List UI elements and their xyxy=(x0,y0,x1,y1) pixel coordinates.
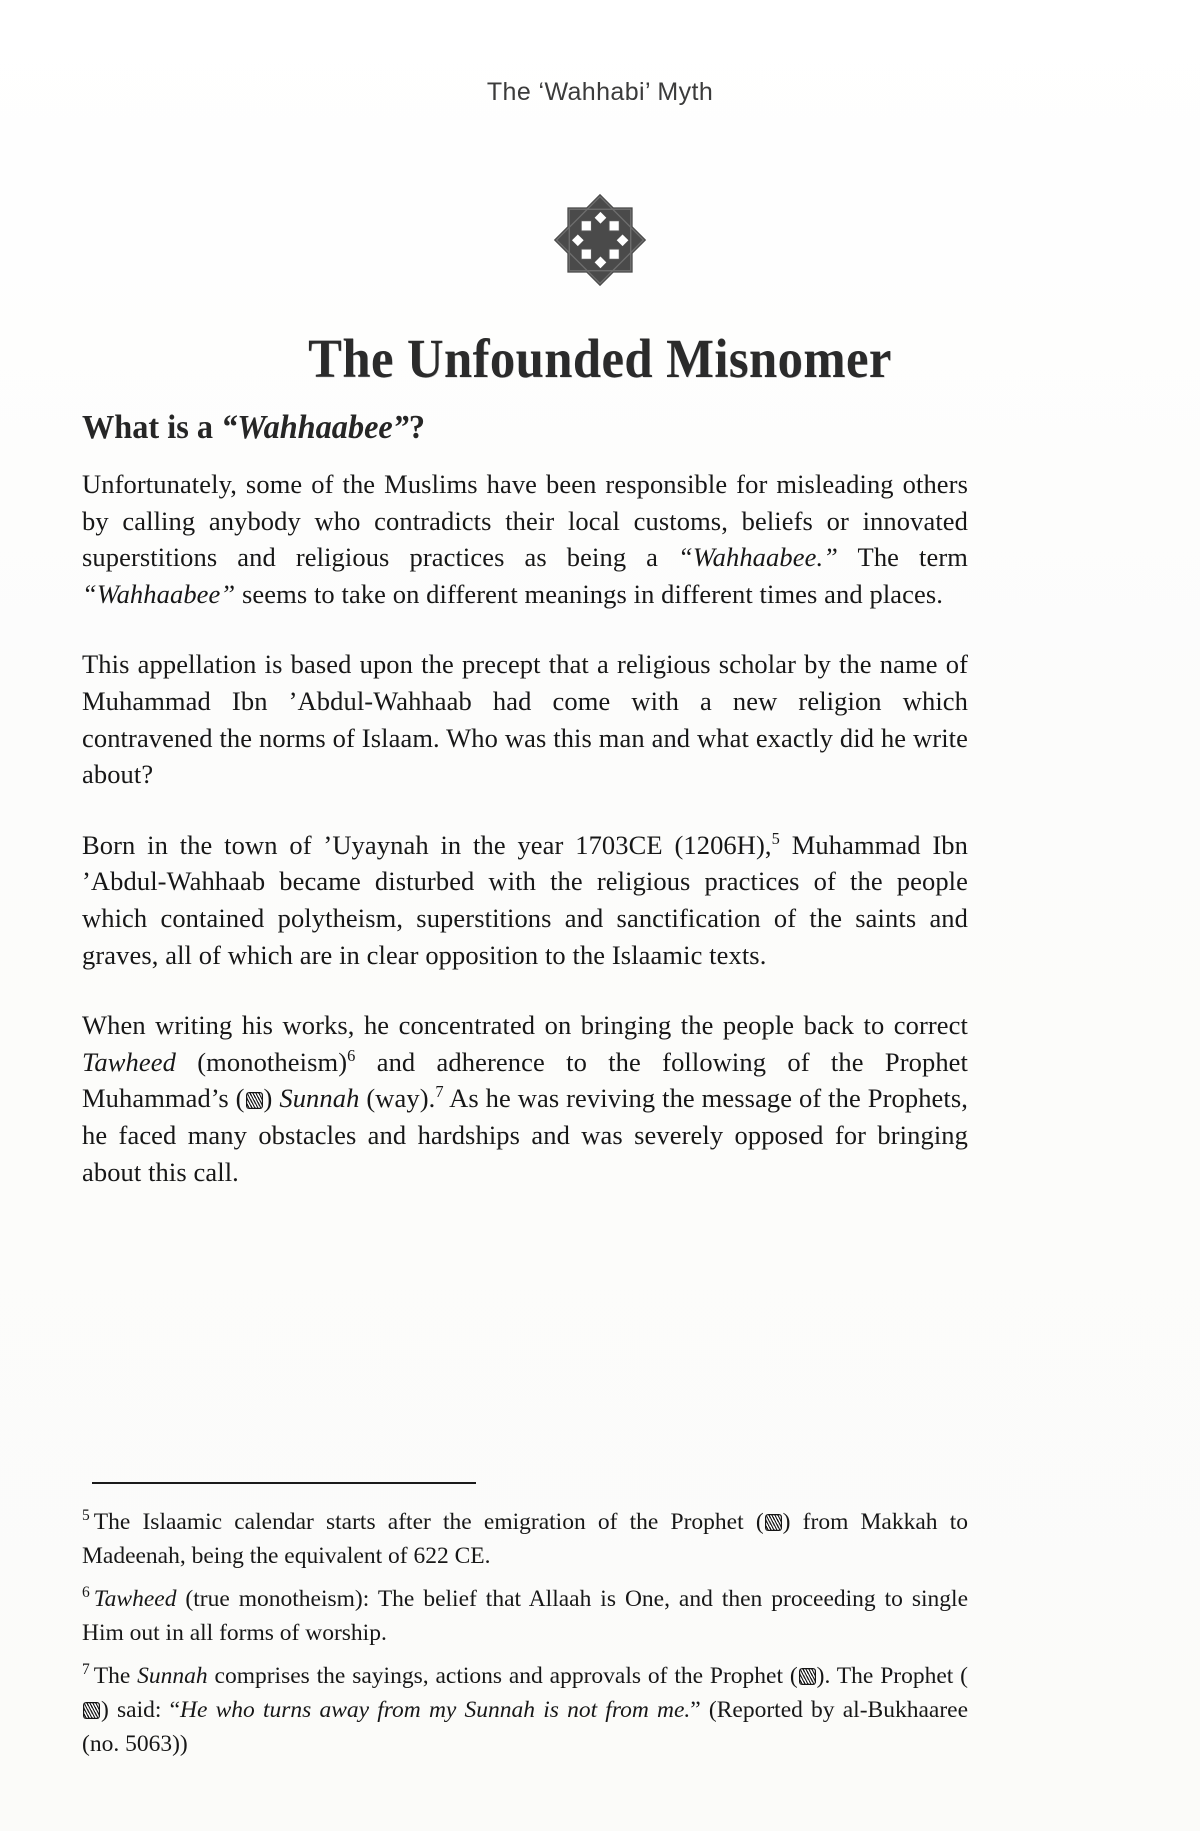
subheading-prefix: What is a xyxy=(82,409,222,447)
running-head: The ‘Wahhabi’ Myth xyxy=(486,78,714,106)
salawat-seal-icon xyxy=(799,1668,816,1685)
page-title: The Unfounded Misnomer xyxy=(308,327,892,389)
eight-pointed-star-ornament xyxy=(552,192,648,288)
paragraph: Unfortunately, some of the Muslims have been responsible for misleading others by calling anybody who contradicts their local customs, beliefs or innovated superstitions and religious practices as being a “Wahhaabee.” The term “Wahhaabee” seems to take on different meanings in different times and places. xyxy=(82,469,968,609)
footnote: $^6$ Tawheed (true monotheism): The belief that Allaah is One, and then proceeding to single Him out in all forms of worship. xyxy=(82,1584,968,1646)
salawat-seal-icon xyxy=(765,1514,782,1531)
subheading-term: “Wahhaabee” xyxy=(221,409,409,447)
emphasis-text: Tawheed xyxy=(93,1586,177,1612)
emphasis-text: “Wahhaabee.” xyxy=(678,542,839,573)
paragraph: This appellation is based upon the precept that a religious scholar by the name of Muhammad Ibn ’Abdul-Wahhaab had come with a new religion which contravened the norms of Islaam. Who was this man and what exactly did he write about? xyxy=(82,649,968,790)
footnote-marker: 6 xyxy=(82,1584,90,1602)
emphasis-text: Tawheed xyxy=(82,1046,176,1077)
footnote-reference: 6 xyxy=(347,1045,356,1065)
paragraph: When writing his works, he concentrated on bringing the people back to correct Tawheed (monotheism)$^6$ and adherence to the following of the Prophet Muhammad’s ( ) Sunnah (way).$^7$ As he was reviving the message of the Prophets, he faced many obstacles and hardships and was severely opposed for bringing about this call. xyxy=(82,1010,969,1187)
paragraph: Born in the town of ’Uyaynah in the year 1703CE (1206H),$^5$ Muhammad Ibn ’Abdul-Wahhaab became disturbed with the religious practices of the people which contained polytheism, superstitions and sanctification of the saints and graves, all of which are in clear opposition to the Islaamic texts. xyxy=(82,828,969,970)
footnotes-block xyxy=(82,1505,968,1761)
salawat-seal-icon xyxy=(246,1092,263,1109)
section-subheading xyxy=(82,409,1032,447)
emphasis-text: He who turns away from my Sunnah is not from me. xyxy=(180,1697,691,1723)
body-text xyxy=(82,466,968,1190)
footnote: $^5$ The Islaamic calendar starts after the emigration of the Prophet ( ) from Makkah to Madeenah, being the equivalent of 622 CE. xyxy=(82,1507,968,1569)
footnote-marker: 7 xyxy=(82,1661,90,1679)
emphasis-text: Sunnah xyxy=(279,1083,360,1114)
footnote-separator-rule xyxy=(92,1482,476,1484)
footnote-marker: 5 xyxy=(82,1507,90,1525)
emphasis-text: Sunnah xyxy=(137,1663,208,1689)
emphasis-text: “Wahhaabee” xyxy=(82,578,236,609)
salawat-seal-icon xyxy=(83,1702,100,1719)
footnote: $^7$ The Sunnah comprises the sayings, actions and approvals of the Prophet ( ). The Prophet () said: “He who turns away from my Sunnah is not from me.” (Reported by al-Bukhaaree (no. 5063)) xyxy=(82,1661,969,1757)
footnote-reference: 7 xyxy=(435,1082,444,1102)
footnote-reference: 5 xyxy=(771,828,780,848)
subheading-suffix: ? xyxy=(408,409,426,447)
